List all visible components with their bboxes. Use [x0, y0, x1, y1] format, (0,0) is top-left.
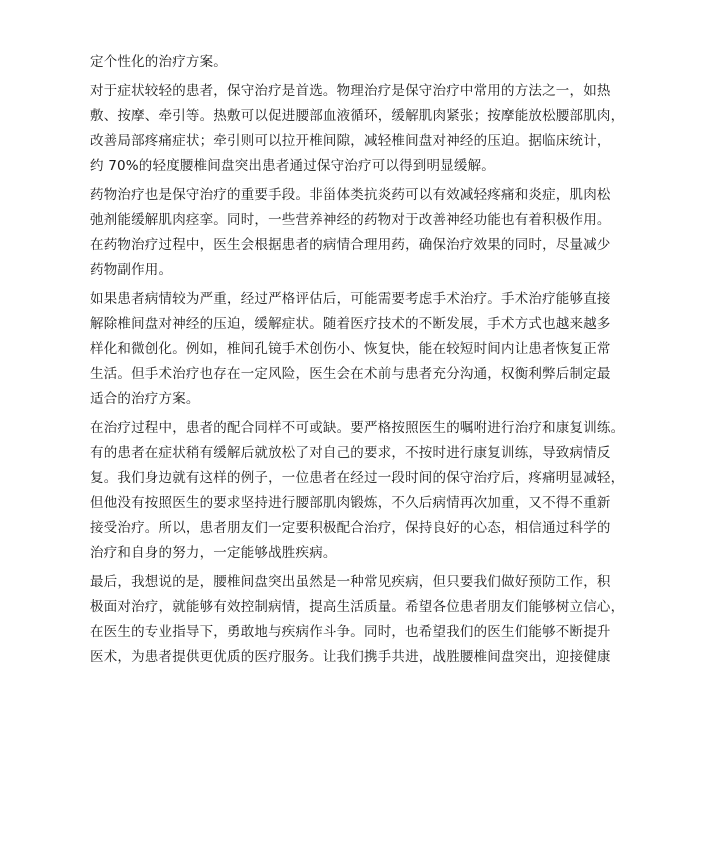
text-line: 在药物治疗过程中，医生会根据患者的病情合理用药，确保治疗效果的同时，尽量减少 [90, 237, 611, 253]
text-line: 弛剂能缓解肌肉痉挛。同时，一些营养神经的药物对于改善神经功能也有着积极作用。 [90, 212, 611, 228]
document-page [90, 50, 625, 670]
text-line: 约 70%的轻度腰椎间盘突出患者通过保守治疗可以得到明显缓解。 [90, 158, 495, 174]
text-line: 敷、按摩、牵引等。热敷可以促进腰部血液循环，缓解肌肉紧张；按摩能放松腰部肌肉， [90, 108, 625, 124]
text-line: 改善局部疼痛症状；牵引则可以拉开椎间隙，减轻椎间盘对神经的压迫。据临床统计， [90, 133, 611, 149]
paragraph-5 [90, 570, 625, 670]
text-line: 药物副作用。 [90, 262, 173, 278]
text-line: 最后，我想说的是，腰椎间盘突出虽然是一种常见疾病，但只要我们做好预防工作，积 [90, 574, 611, 590]
text-line: 定个性化的治疗方案。 [90, 54, 227, 70]
text-line: 在医生的专业指导下，勇敢地与疾病作斗争。同时，也希望我们的医生们能够不断提升 [90, 624, 611, 640]
text-line: 药物治疗也是保守治疗的重要手段。非甾体类抗炎药可以有效减轻疼痛和炎症，肌肉松 [90, 187, 611, 203]
text-line: 在治疗过程中，患者的配合同样不可或缺。要严格按照医生的嘱咐进行治疗和康复训练。 [90, 420, 625, 436]
text-line: 样化和微创化。例如，椎间孔镜手术创伤小、恢复快，能在较短时间内让患者恢复正常 [90, 341, 611, 357]
text-line: 治疗和自身的努力，一定能够战胜疾病。 [90, 545, 337, 561]
paragraph-3 [90, 287, 618, 412]
text-line: 对于症状较轻的患者，保守治疗是首选。物理治疗是保守治疗中常用的方法之一，如热 [90, 83, 611, 99]
text-line: 解除椎间盘对神经的压迫，缓解症状。随着医疗技术的不断发展，手术方式也越来越多 [90, 316, 611, 332]
paragraph-0 [90, 50, 618, 75]
paragraph-2 [90, 183, 618, 283]
paragraph-1 [90, 79, 625, 179]
text-line: 生活。但手术治疗也存在一定风险，医生会在术前与患者充分沟通，权衡利弊后制定最 [90, 366, 611, 382]
text-line: 有的患者在症状稍有缓解后就放松了对自己的要求，不按时进行康复训练，导致病情反 [90, 445, 611, 461]
text-line: 极面对治疗，就能够有效控制病情，提高生活质量。希望各位患者朋友们能够树立信心， [90, 599, 625, 615]
text-line: 如果患者病情较为严重，经过严格评估后，可能需要考虑手术治疗。手术治疗能够直接 [90, 291, 611, 307]
paragraph-4 [90, 416, 625, 566]
text-line: 适合的治疗方案。 [90, 391, 200, 407]
text-line: 复。我们身边就有这样的例子，一位患者在经过一段时间的保守治疗后，疼痛明显减轻， [90, 470, 625, 486]
text-line: 但他没有按照医生的要求坚持进行腰部肌肉锻炼，不久后病情再次加重，又不得不重新 [90, 495, 611, 511]
text-line: 接受治疗。所以，患者朋友们一定要积极配合治疗，保持良好的心态，相信通过科学的 [90, 520, 611, 536]
text-line: 医术，为患者提供更优质的医疗服务。让我们携手共进，战胜腰椎间盘突出，迎接健康 [90, 649, 611, 665]
